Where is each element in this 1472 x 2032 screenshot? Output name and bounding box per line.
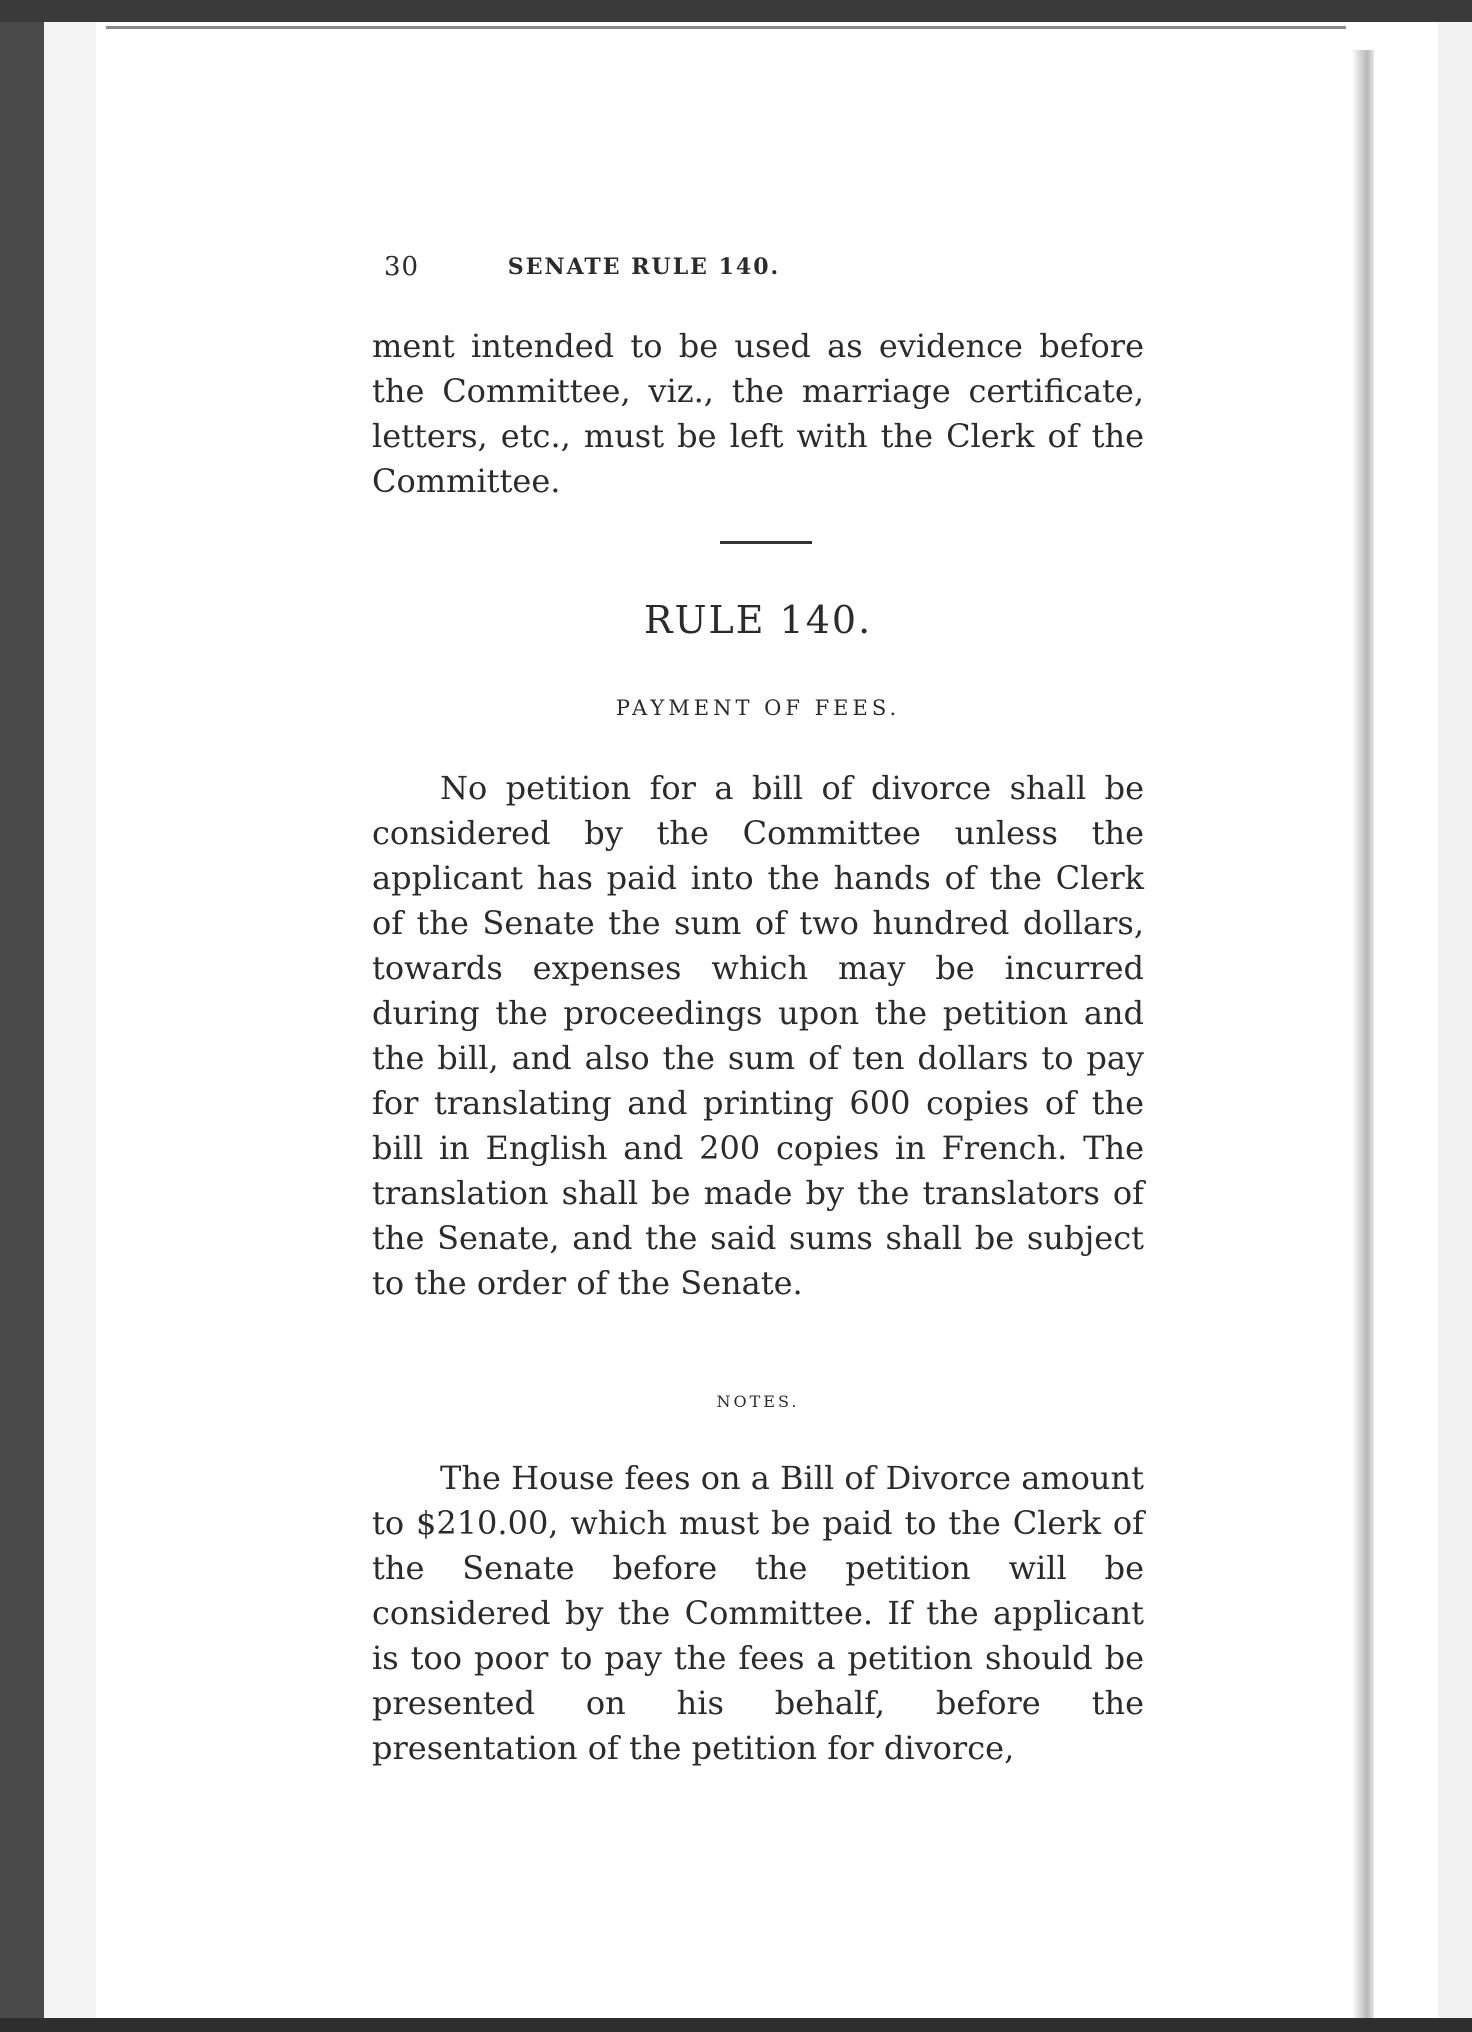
scan-left-border bbox=[0, 22, 44, 2018]
rule-body bbox=[372, 766, 1144, 1306]
scan-top-border bbox=[0, 0, 1472, 22]
page-edge bbox=[58, 22, 73, 2018]
section-divider bbox=[720, 541, 812, 544]
page-number: 30 bbox=[384, 252, 420, 282]
notes-body bbox=[372, 1456, 1144, 1771]
running-title: SENATE RULE 140. bbox=[507, 254, 781, 280]
scan-right-border bbox=[1438, 22, 1472, 2018]
rule-body-text: No petition for a bill of divorce shall be considered by the Committee unless the applicant has paid into the hands of the Clerk of the Senate the sum of two hundred dollars, towards expenses which may be incurred during the proceedings upon the petition and the bill, and also the sum of ten dollars to pay for translating and printing 600 copies of the bill in English and 200 copies in French. The translation shall be made by the translators of the Senate, and the said sums shall be subject to the order of the Senate. bbox=[372, 769, 1144, 1302]
continuation-paragraph bbox=[372, 324, 1144, 504]
continuation-text: ment intended to be used as evidence before the Committee, viz., the marriage certificate, letters, etc., must be left with the Clerk of the Committee. bbox=[372, 327, 1144, 500]
rule-subheading: PAYMENT OF FEES. bbox=[615, 696, 901, 720]
page-gutter-shadow bbox=[1352, 50, 1374, 2018]
scan-bottom-border bbox=[0, 2018, 1472, 2032]
page-top-edge bbox=[106, 26, 1346, 29]
running-head bbox=[384, 252, 904, 288]
page-edge bbox=[44, 22, 59, 2018]
notes-heading: NOTES. bbox=[716, 1392, 800, 1411]
rule-heading: RULE 140. bbox=[643, 598, 873, 642]
notes-body-text: The House fees on a Bill of Divorce amount to $210.00, which must be paid to the Clerk of the Senate before the petition will be considered by the Committee. If the applicant is too poor to pay the fees a petition should be presented on his behalf, before the presentation of the petition for divorce, bbox=[372, 1459, 1144, 1767]
